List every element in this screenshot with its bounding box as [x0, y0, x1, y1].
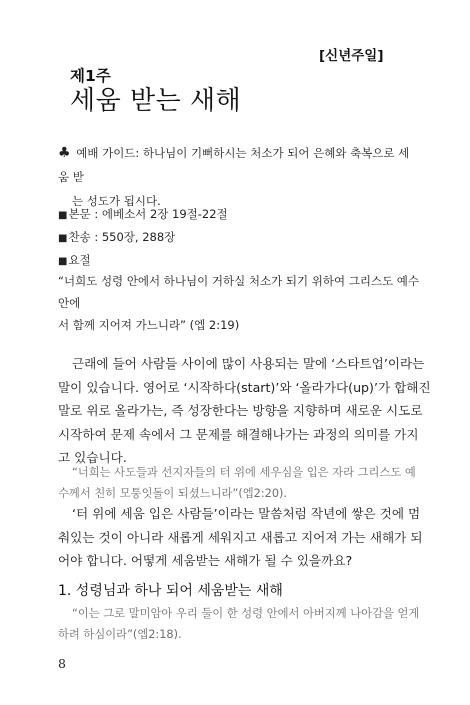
- week-label: 제1주: [70, 67, 111, 85]
- scripture-reference: ■본문 : 에베소서 2장 19절-22절: [58, 207, 228, 221]
- square-bullet-icon: ■: [58, 210, 68, 221]
- verse-line: “이는 그로 말미암아 우리 둘이 한 성령 안에서 아버지께 나아감을 얻게: [72, 607, 420, 620]
- section-heading: 1. 성령님과 하나 되어 세움받는 새해: [58, 583, 283, 599]
- paragraph-line: 말이 있습니다. 영어로 ‘시작하다(start)’와 ‘올라가다(up)’가 합해진: [58, 379, 431, 395]
- key-verse-label: ■요절: [58, 253, 91, 267]
- bible-verse-quote: [58, 462, 423, 504]
- verse-line: “너희는 사도들과 선지자들의 터 위에 세우심을 입은 자라 그리스도 예: [72, 466, 416, 479]
- section-verse-quote: [58, 603, 423, 645]
- key-verse-line: “너희도 성령 안에서 하나님이 거하실 처소가 되기 위하여 그리스도 예수 안에: [58, 274, 420, 310]
- worship-guide: [58, 141, 420, 213]
- club-icon: ♣: [58, 145, 71, 161]
- paragraph-line: 고 있습니다.: [58, 450, 127, 466]
- paragraph-line: 춰있는 것이 아니라 새롭게 세워지고 새롭고 지어져 가는 새해가 되: [58, 529, 423, 545]
- paragraph-line: 근래에 들어 사람들 사이에 많이 사용되는 말에 ‘스타트업’이라는: [72, 356, 425, 371]
- paragraph-line: ‘터 위에 세움 입은 사람들’이라는 말씀처럼 작년에 쌓은 것에 멈: [72, 506, 421, 521]
- worship-guide-continuation: 는 성도가 됩시다.: [72, 194, 161, 208]
- paragraph-line: 시작하여 문제 속에서 그 문제를 해결해나가는 과정의 의미를 가지: [58, 426, 419, 442]
- verse-line: 수께서 친히 모퉁잇돌이 되셨느니라”(엡2:20).: [58, 487, 288, 500]
- key-verse-quote: [58, 270, 423, 336]
- page-title: 세움 받는 새해: [70, 86, 242, 116]
- worship-guide-text: 예배 가이드: 하나님이 기뻐하시는 처소가 되어 은혜와 축복으로 세움 받: [58, 146, 410, 184]
- paragraph-line: 어야 합니다. 어떻게 세움받는 새해가 될 수 있을까요?: [58, 553, 353, 569]
- hymn-reference: ■찬송 : 550장, 288장: [58, 230, 176, 244]
- paragraph-line: 말로 위로 올라가는, 즉 성장한다는 방향을 지향하며 새로운 시도로: [58, 403, 423, 419]
- occasion-tag: [신년주일]: [319, 48, 384, 64]
- square-bullet-icon: ■: [58, 233, 68, 244]
- square-bullet-icon: ■: [58, 256, 68, 267]
- verse-line: 하려 하심이라”(엡2:18).: [58, 628, 182, 641]
- body-paragraph-1: [58, 352, 431, 470]
- key-verse-line: 서 함께 지어져 가느니라” (엡 2:19): [58, 318, 240, 332]
- body-paragraph-2: [58, 502, 423, 573]
- page-number: 8: [58, 656, 66, 671]
- worship-guide-line: [58, 141, 420, 189]
